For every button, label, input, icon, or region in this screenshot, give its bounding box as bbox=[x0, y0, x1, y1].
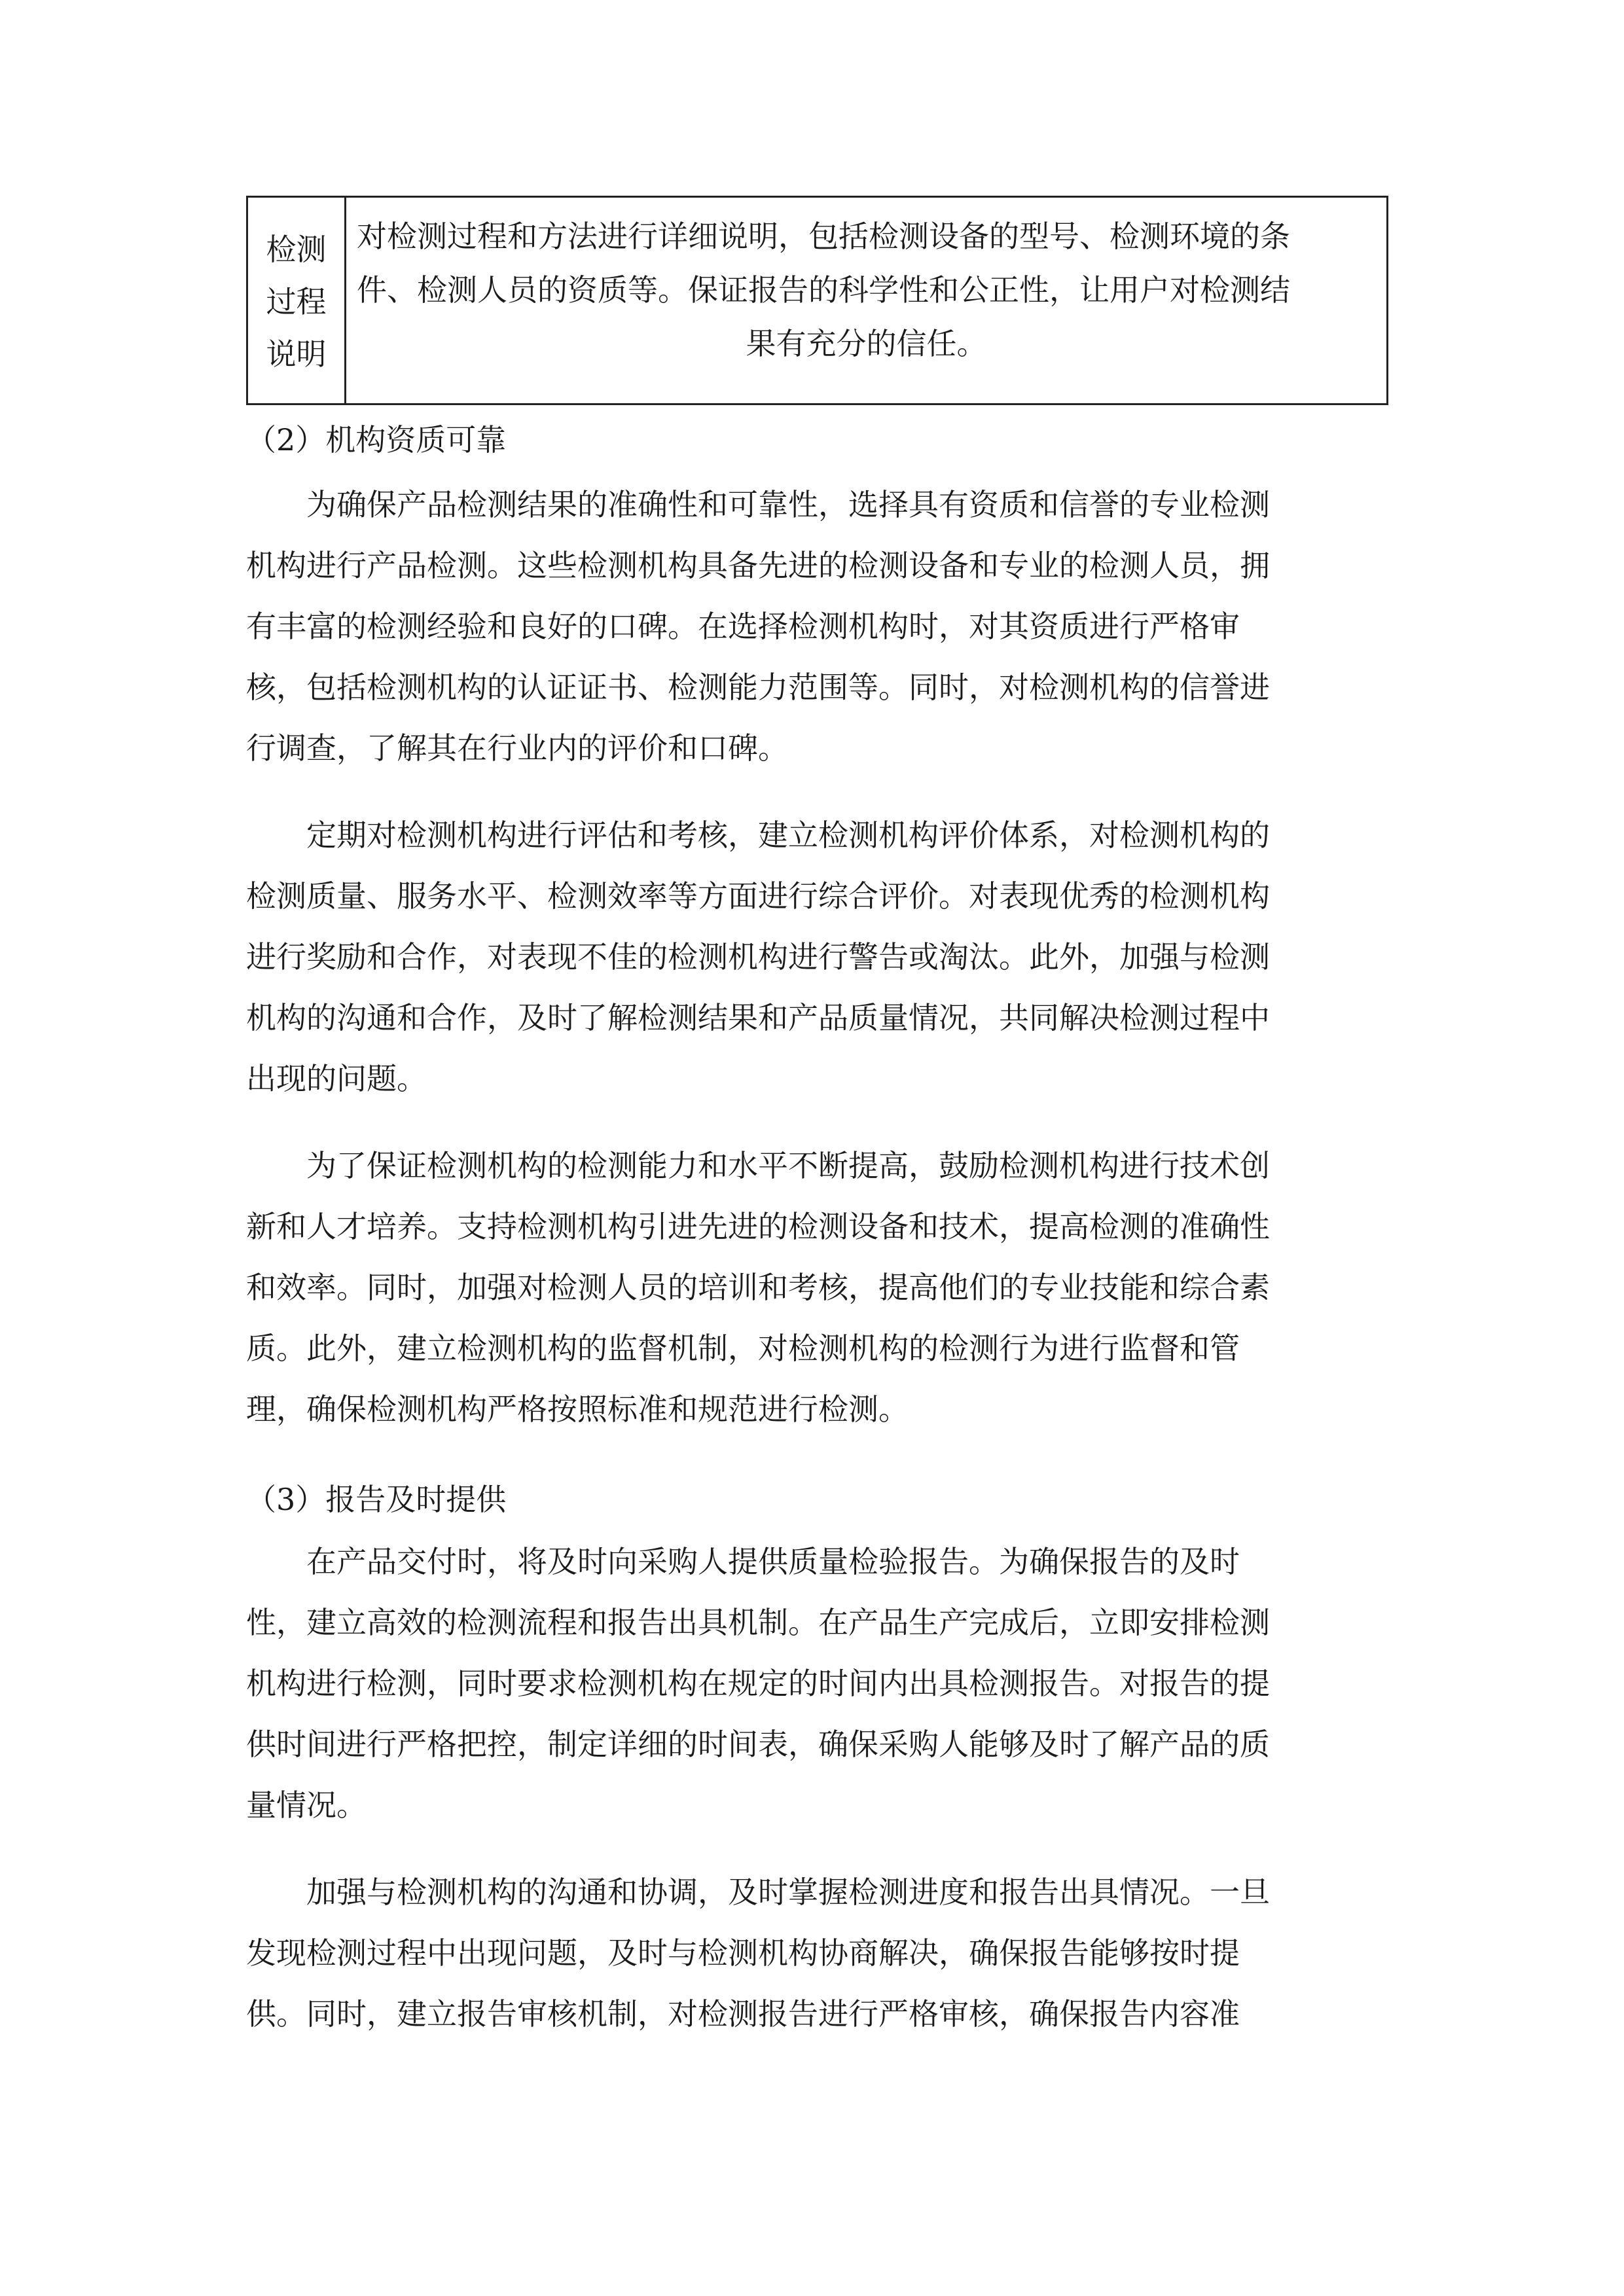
paragraph-line: 和效率。同时，加强对检测人员的培训和考核，提高他们的专业技能和综合素 bbox=[246, 1270, 1270, 1305]
section3-paragraph-1 bbox=[246, 1532, 1388, 1836]
paragraph-line: 机构进行产品检测。这些检测机构具备先进的检测设备和专业的检测人员，拥 bbox=[246, 548, 1270, 583]
table-label-line: 说明 bbox=[266, 336, 327, 372]
paragraph-line: 供。同时，建立报告审核机制，对检测报告进行严格审核，确保报告内容准 bbox=[246, 1996, 1240, 2032]
paragraph-line: 定期对检测机构进行评估和考核，建立检测机构评价体系，对检测机构的 bbox=[306, 817, 1270, 853]
paragraph-line: 机构的沟通和合作，及时了解检测结果和产品质量情况，共同解决检测过程中 bbox=[246, 1000, 1270, 1035]
paragraph-line: 行调查，了解其在行业内的评价和口碑。 bbox=[246, 730, 788, 766]
table-label-line: 检测 bbox=[266, 232, 327, 267]
paragraph-line: 核，包括检测机构的认证证书、检测能力范围等。同时，对检测机构的信誉进 bbox=[246, 670, 1270, 705]
paragraph-line: 加强与检测机构的沟通和协调，及时掌握检测进度和报告出具情况。一旦 bbox=[306, 1874, 1270, 1910]
paragraph-line: 供时间进行严格把控，制定详细的时间表，确保采购人能够及时了解产品的质 bbox=[246, 1727, 1270, 1762]
paragraph-line: 在产品交付时，将及时向采购人提供质量检验报告。为确保报告的及时 bbox=[306, 1544, 1240, 1579]
paragraph-line: 性，建立高效的检测流程和报告出具机制。在产品生产完成后，立即安排检测 bbox=[246, 1605, 1270, 1640]
paragraph-line: 检测质量、服务水平、检测效率等方面进行综合评价。对表现优秀的检测机构 bbox=[246, 878, 1270, 914]
paragraph-line: 进行奖励和合作，对表现不佳的检测机构进行警告或淘汰。此外，加强与检测 bbox=[246, 939, 1270, 975]
detection-process-table-row bbox=[246, 196, 1388, 405]
paragraph-line: 新和人才培养。支持检测机构引进先进的检测设备和技术，提高检测的准确性 bbox=[246, 1209, 1270, 1244]
section2-paragraph-1 bbox=[246, 475, 1388, 779]
paragraph-line: 出现的问题。 bbox=[246, 1061, 427, 1096]
table-row-content bbox=[346, 198, 1386, 403]
section2-heading: （2）机构资质可靠 bbox=[246, 422, 507, 457]
paragraph-line: 有丰富的检测经验和良好的口碑。在选择检测机构时，对其资质进行严格审 bbox=[246, 609, 1240, 644]
section3-heading: （3）报告及时提供 bbox=[246, 1482, 507, 1517]
paragraph-line: 量情况。 bbox=[246, 1787, 367, 1823]
table-content-line: 件、检测人员的资质等。保证报告的科学性和公正性，让用户对检测结 bbox=[357, 272, 1290, 308]
table-content-line: 果有充分的信任。 bbox=[746, 326, 987, 361]
table-label-line: 过程 bbox=[266, 284, 327, 319]
paragraph-line: 质。此外，建立检测机构的监督机制，对检测机构的检测行为进行监督和管 bbox=[246, 1331, 1240, 1366]
section2-paragraph-2 bbox=[246, 805, 1388, 1109]
table-row-label bbox=[248, 198, 346, 403]
paragraph-line: 为了保证检测机构的检测能力和水平不断提高，鼓励检测机构进行技术创 bbox=[306, 1148, 1270, 1183]
table-content-line: 对检测过程和方法进行详细说明，包括检测设备的型号、检测环境的条 bbox=[357, 219, 1290, 254]
paragraph-line: 发现检测过程中出现问题，及时与检测机构协商解决，确保报告能够按时提 bbox=[246, 1935, 1240, 1971]
section2-paragraph-3 bbox=[246, 1136, 1388, 1440]
section3-paragraph-2 bbox=[246, 1862, 1388, 2045]
paragraph-line: 为确保产品检测结果的准确性和可靠性，选择具有资质和信誉的专业检测 bbox=[306, 487, 1270, 522]
paragraph-line: 理，确保检测机构严格按照标准和规范进行检测。 bbox=[246, 1391, 909, 1427]
paragraph-line: 机构进行检测，同时要求检测机构在规定的时间内出具检测报告。对报告的提 bbox=[246, 1666, 1270, 1701]
